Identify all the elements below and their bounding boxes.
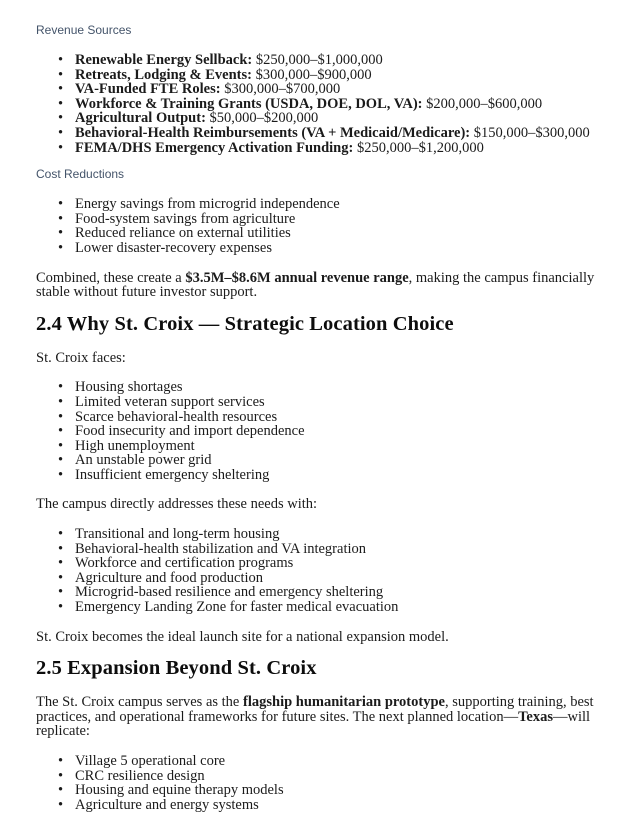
list-item: • Renewable Energy Sellback: $250,000–$1,000,000 (75, 53, 604, 68)
list-item: • Workforce and certification programs (75, 556, 604, 571)
text-run: Combined, these create a (36, 269, 186, 286)
campus-addresses-list (36, 527, 604, 615)
st-croix-needs-list (36, 380, 604, 482)
list-item: • Microgrid-based resilience and emergency sheltering (75, 585, 604, 600)
expansion-flagship-paragraph (36, 695, 604, 739)
list-item-label: Workforce & Training Grants (USDA, DOE, DOL, VA): (75, 95, 423, 112)
list-item-label: FEMA/DHS Emergency Activation Funding: (75, 139, 354, 156)
list-item: • Insufficient emergency sheltering (75, 468, 604, 483)
list-item: • Agriculture and energy systems (75, 798, 604, 813)
national-expansion-paragraph: St. Croix becomes the ideal launch site for a national expansion model. (36, 628, 449, 645)
section-2-4-heading: 2.4 Why St. Croix — Strategic Location Choice (36, 312, 454, 335)
campus-addresses-intro: The campus directly addresses these needs with: (36, 496, 318, 513)
list-item: • Scarce behavioral-health resources (75, 410, 604, 425)
list-item: • High unemployment (75, 439, 604, 454)
cost-reductions-list (36, 197, 604, 255)
combined-revenue-paragraph (36, 271, 604, 300)
list-item: • Village 5 operational core (75, 754, 604, 769)
list-item: • Food insecurity and import dependence (75, 424, 604, 439)
list-item-label: VA-Funded FTE Roles: (75, 81, 221, 98)
list-item: • Housing and equine therapy models (75, 783, 604, 798)
list-item: • Workforce & Training Grants (USDA, DOE, DOL, VA): $200,000–$600,000 (75, 97, 604, 112)
text-run: —will replicate: (36, 708, 591, 740)
list-item: • Agriculture and food production (75, 571, 604, 586)
list-item: • Transitional and long-term housing (75, 527, 604, 542)
list-item: • FEMA/DHS Emergency Activation Funding: $250,000–$1,200,000 (75, 141, 604, 156)
list-item-label: Behavioral-Health Reimbursements (VA + Medicaid/Medicare): (75, 124, 471, 141)
list-item: • Behavioral-Health Reimbursements (VA + Medicaid/Medicare): $150,000–$300,000 (75, 126, 604, 141)
list-item: • CRC resilience design (75, 769, 604, 784)
list-item: • VA-Funded FTE Roles: $300,000–$700,000 (75, 82, 604, 97)
list-item: • An unstable power grid (75, 453, 604, 468)
list-item: • Agricultural Output: $50,000–$200,000 (75, 111, 604, 126)
bold-text-run: flagship humanitarian prototype (243, 694, 445, 711)
bold-text-run: $3.5M–$8.6M annual revenue range (185, 269, 409, 286)
texas-replication-list (36, 754, 604, 812)
revenue-sources-heading: Revenue Sources (36, 23, 132, 37)
list-item: • Emergency Landing Zone for faster medical evacuation (75, 600, 604, 615)
list-item: • Behavioral-health stabilization and VA integration (75, 542, 604, 557)
list-item: • Housing shortages (75, 380, 604, 395)
text-run: , supporting training, best practices, and operational frameworks for future sites. The next planned location— (36, 694, 594, 725)
list-item: • Lower disaster-recovery expenses (75, 241, 604, 256)
list-item-label: Retreats, Lodging & Events: (75, 66, 252, 83)
list-item: • Reduced reliance on external utilities (75, 226, 604, 241)
list-item-label: Renewable Energy Sellback: (75, 52, 253, 68)
list-item: • Limited veteran support services (75, 395, 604, 410)
list-item: • Food-system savings from agriculture (75, 212, 604, 227)
cost-reductions-heading: Cost Reductions (36, 167, 125, 182)
list-item-label: Agricultural Output: (75, 110, 206, 127)
bold-text-run: Texas (518, 708, 554, 725)
revenue-sources-list (36, 53, 604, 155)
text-run: The St. Croix campus serves as the (36, 694, 243, 711)
st-croix-faces-intro: St. Croix faces: (36, 349, 126, 366)
list-item: • Energy savings from microgrid independence (75, 197, 604, 212)
section-2-5-heading: 2.5 Expansion Beyond St. Croix (36, 657, 317, 680)
text-run: , making the campus financially stable without future investor support. (36, 269, 595, 301)
list-item: • Retreats, Lodging & Events: $300,000–$900,000 (75, 68, 604, 83)
